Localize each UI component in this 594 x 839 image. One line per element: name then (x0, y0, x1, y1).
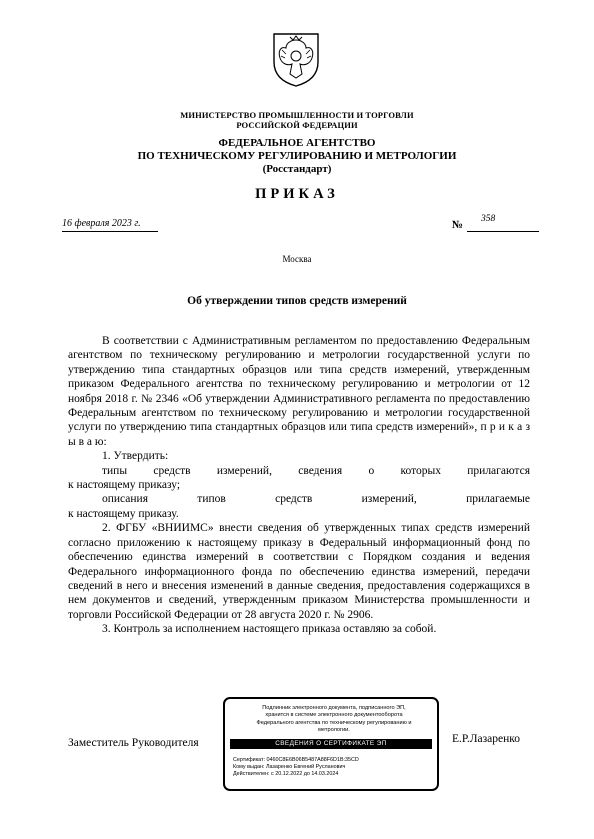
number-underline (467, 231, 539, 232)
order-number: 358 (481, 214, 496, 224)
agency-line-2: ПО ТЕХНИЧЕСКОМУ РЕГУЛИРОВАНИЮ И МЕТРОЛОГИИ (137, 150, 457, 162)
stamp-certificate-bar: СВЕДЕНИЯ О СЕРТИФИКАТЕ ЭП (230, 739, 432, 749)
order-city: Москва (282, 254, 312, 264)
stamp-line-1: Подлинник электронного документа, подписанного ЭП, (262, 705, 406, 711)
stamp-notice (235, 705, 433, 734)
paragraph-item-1: 1. Утвердить: (102, 450, 169, 463)
coat-of-arms-icon (270, 28, 322, 88)
paragraph-item-2: 2. ФГБУ «ВНИИМС» внести сведения об утвержденных типах средств измерений согласно приложению к настоящему приказу в Федеральный информационный фонд по обеспечению единства измерений в соответствии с Порядком создания и ведения Федерального информационного фонда по обеспечению единства измерений, передачи сведений в него и внесения изменений в данные сведения, предоставления содержащихся в нем документов и сведений, утвержденным приказом Министерства промышленности и торговли Российской Федерации от 28 августа 2020 г. № 2906. (68, 522, 530, 621)
signer-position: Заместитель Руководителя (68, 737, 199, 749)
stamp-owner: Кому выдан: Лазаренко Евгений Русланович (233, 764, 346, 771)
order-date: 16 февраля 2023 г. (62, 218, 141, 229)
stamp-line-4: метрологии. (318, 726, 350, 733)
stamp-details (233, 757, 437, 778)
paragraph-item-3: 3. Контроль за исполнением настоящего приказа оставляю за собой. (102, 623, 437, 636)
ministry-line-1: МИНИСТЕРСТВО ПРОМЫШЛЕННОСТИ И ТОРГОВЛИ (180, 110, 414, 120)
order-body (68, 334, 530, 637)
stamp-line-3: Федерального агентства по техническому регулированию и (256, 719, 412, 726)
order-title: ПРИКАЗ (255, 186, 339, 202)
order-number-sign: № (452, 219, 464, 231)
paragraph-item-1a: типы средств измерений, сведения о которых прилагаются (102, 464, 530, 477)
date-underline (62, 231, 158, 232)
agency-header (0, 137, 594, 176)
stamp-line-2: хранится в системе электронного документооборота (265, 712, 403, 719)
signer-name: Е.Р.Лазаренко (452, 733, 521, 745)
paragraph-item-1b: описания типов средств измерений, прилагаемые (102, 493, 530, 506)
stamp-validity: Действителен: с 20.12.2022 до 14.03.2024 (233, 771, 339, 778)
agency-line-3: (Росстандарт) (262, 163, 332, 175)
electronic-signature-stamp (223, 697, 439, 791)
ministry-header (0, 110, 594, 130)
agency-line-1: ФЕДЕРАЛЬНОЕ АГЕНТСТВО (218, 137, 376, 149)
paragraph-item-1b-cont: к настоящему приказу. (68, 507, 179, 520)
stamp-certificate: Сертификат: 0460C8E6B06B5487A88F6D1B:35CD (233, 757, 359, 763)
order-subject: Об утверждении типов средств измерений (187, 295, 407, 307)
paragraph-item-1a-cont: к настоящему приказу; (68, 479, 181, 492)
paragraph-preamble: В соответствии с Административным регламентом по предоставлению Федеральным агентством по техническому регулированию и метрологии государственной услуги по утверждению типа стандартных образцов или типа средств измерений, утвержденным приказом Федерального агентства по техническому регулированию и метрологии от 12 ноября 2018 г. № 2346 «Об утверждении Административного регламента по предоставлению Федеральным агентством по техническому регулированию и метрологии государственной услуги по утверждению типа стандартных образцов или типа средств измерений», п р и к а з ы в а ю: (68, 335, 530, 448)
ministry-line-2: РОССИЙСКОЙ ФЕДЕРАЦИИ (236, 120, 358, 130)
